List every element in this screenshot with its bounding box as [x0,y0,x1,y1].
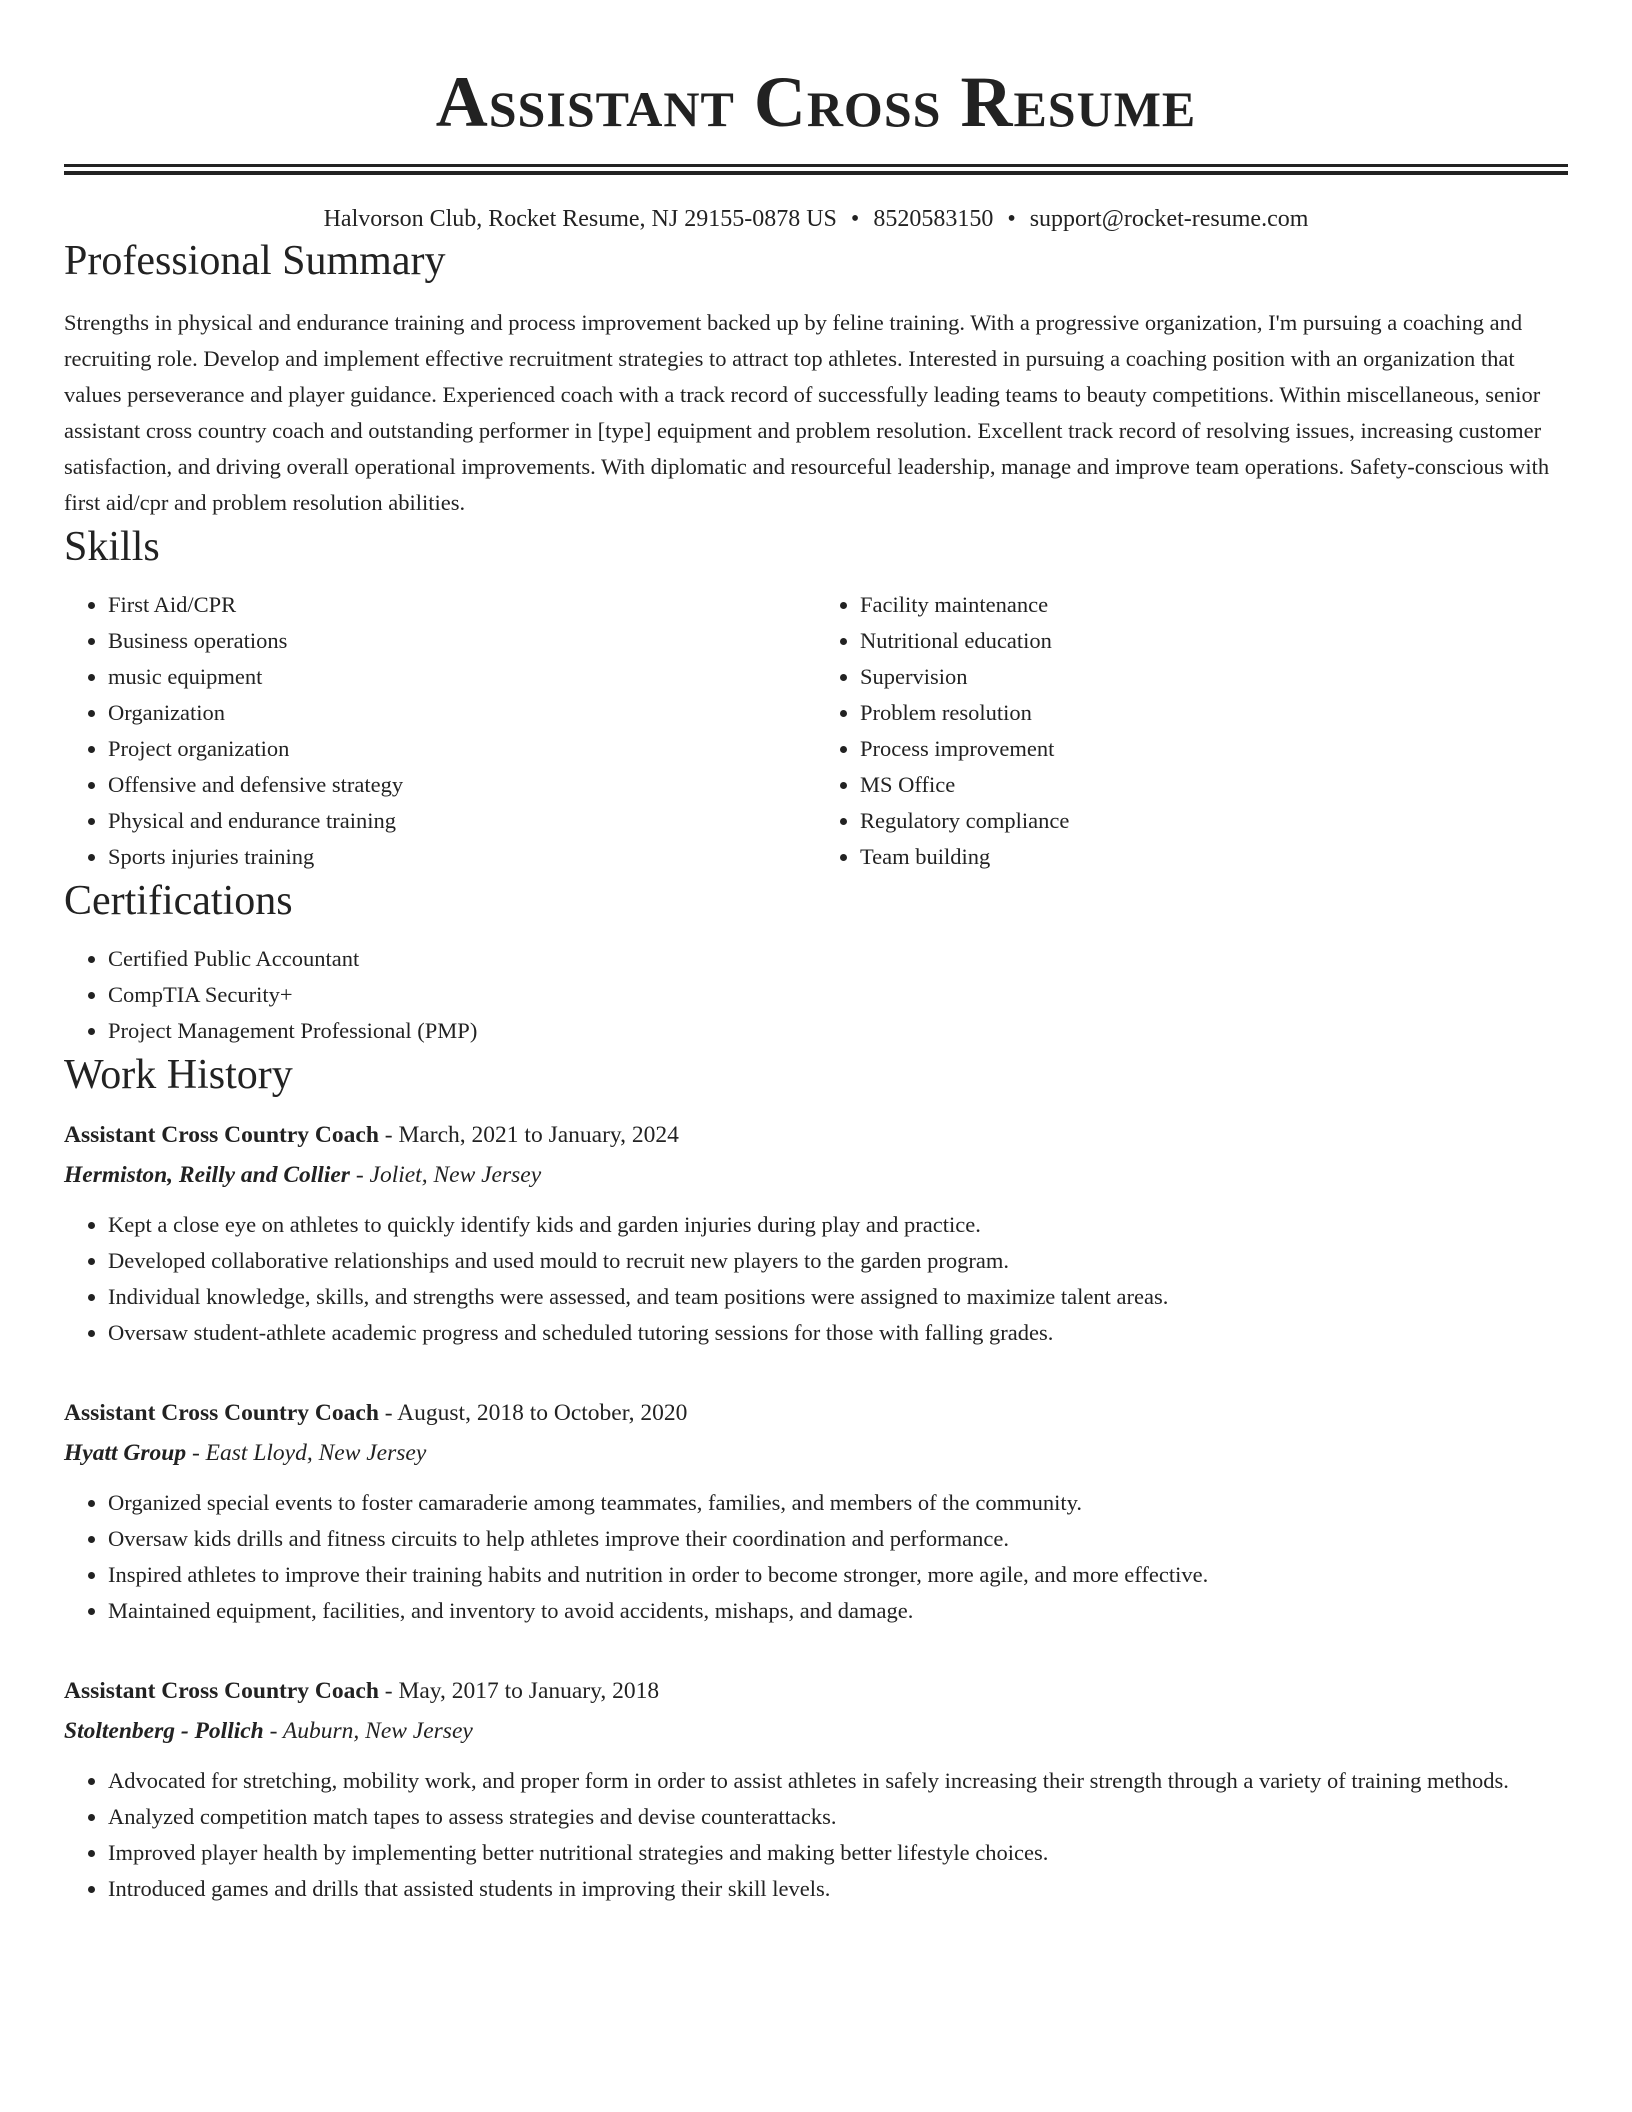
job-bullet: • Kept a close eye on athletes to quickly identify kids and garden injuries during play and practice. [108,1207,1568,1243]
contact-separator: • [850,206,860,232]
contact-separator: • [1007,206,1016,232]
job-bullet: • Inspired athletes to improve their training habits and nutrition in order to become stronger, more agile, and more effective. [108,1557,1568,1593]
skill-item: • Offensive and defensive strategy [108,767,816,803]
job-dates: - March, 2021 to January, 2024 [378,1122,679,1148]
certification-item: • Certified Public Accountant [108,941,1568,977]
job-company: Hyatt Group [64,1440,187,1466]
job-dates: - May, 2017 to January, 2018 [378,1678,660,1704]
job-title-line [64,1117,1568,1153]
job-company-line [64,1713,1568,1749]
skill-item: • Business operations [108,623,816,659]
job-company: Hermiston, Reilly and Collier [64,1162,350,1188]
job-bullet: • Introduced games and drills that assisted students in improving their skill levels. [108,1871,1568,1907]
job-company-line [64,1157,1568,1193]
skill-item: • Sports injuries training [108,839,816,875]
work-history-heading: Work History [64,1052,293,1098]
skill-item: • Team building [860,839,1568,875]
job-dates: - August, 2018 to October, 2020 [378,1400,688,1426]
skill-item: • Process improvement [860,731,1568,767]
job-bullet: • Improved player health by implementing better nutritional strategies and making better lifestyle choices. [108,1835,1568,1871]
job-role: Assistant Cross Country Coach [64,1400,379,1426]
skills-columns [64,587,1568,875]
job-company-line [64,1435,1568,1471]
skill-item: • Organization [108,695,816,731]
job-bullet: • Organized special events to foster camaraderie among teammates, families, and members of the community. [108,1485,1568,1521]
skills-heading: Skills [64,524,160,570]
title-divider [64,164,1568,175]
skill-item: • Regulatory compliance [860,803,1568,839]
job-role: Assistant Cross Country Coach [64,1678,379,1704]
job-title-line [64,1395,1568,1431]
skill-item: • music equipment [108,659,816,695]
job-bullets [64,1485,1568,1629]
job-location: - East Lloyd, New Jersey [186,1440,427,1466]
contact-email: support@rocket-resume.com [1029,206,1309,232]
skill-item: • Problem resolution [860,695,1568,731]
summary-heading: Professional Summary [64,238,446,284]
skill-item: • Supervision [860,659,1568,695]
job-bullet: • Advocated for stretching, mobility work, and proper form in order to assist athletes in safely increasing their strength through a variety of training methods. [108,1763,1568,1799]
job-bullet: • Analyzed competition match tapes to assess strategies and devise counterattacks. [108,1799,1568,1835]
job-title-line [64,1673,1568,1709]
contact-phone: 8520583150 [873,206,994,232]
job-entry [64,1395,1568,1629]
skills-list-right [816,587,1568,875]
job-entry [64,1117,1568,1351]
certification-item: • CompTIA Security+ [108,977,1568,1013]
certifications-heading: Certifications [64,878,293,924]
job-bullet: • Developed collaborative relationships and used mould to recruit new players to the garden program. [108,1243,1568,1279]
skill-item: • Physical and endurance training [108,803,816,839]
contact-address: Halvorson Club, Rocket Resume, NJ 29155-0878 US [323,206,837,232]
job-location: - Joliet, New Jersey [349,1162,542,1188]
job-entry [64,1673,1568,1907]
job-bullet: • Maintained equipment, facilities, and inventory to avoid accidents, mishaps, and damage. [108,1593,1568,1629]
skill-item: • Nutritional education [860,623,1568,659]
skill-item: • MS Office [860,767,1568,803]
skill-item: • Project organization [108,731,816,767]
resume-title: Assistant Cross Resume [435,62,1197,142]
skills-list-left [64,587,816,875]
job-bullet: • Individual knowledge, skills, and strengths were assessed, and team positions were assigned to maximize talent areas. [108,1279,1568,1315]
contact-line [64,203,1568,235]
job-bullet: • Oversaw student-athlete academic progress and scheduled tutoring sessions for those with falling grades. [108,1315,1568,1351]
job-bullets [64,1763,1568,1907]
certifications-list [64,941,1568,1049]
certification-item: • Project Management Professional (PMP) [108,1013,1568,1049]
job-company: Stoltenberg - Pollich [64,1718,264,1744]
job-bullet: • Oversaw kids drills and fitness circuits to help athletes improve their coordination and performance. [108,1521,1568,1557]
skill-item: • First Aid/CPR [108,587,816,623]
job-bullets [64,1207,1568,1351]
resume-page [64,0,1568,1907]
job-location: - Auburn, New Jersey [263,1718,473,1744]
skill-item: • Facility maintenance [860,587,1568,623]
summary-text: Strengths in physical and endurance training and process improvement backed up by feline training. With a progressive organization, I'm pursuing a coaching and recruiting role. Develop and implement effective recruitment strategies to attract top athletes. Interested in pursuing a coaching position with an organization that values perseverance and player guidance. Experienced coach with a track record of successfully leading teams to beauty competitions. Within miscellaneous, senior assistant cross country coach and outstanding performer in [type] equipment and problem resolution. Excellent track record of resolving issues, increasing customer satisfaction, and driving overall operational improvements. With diplomatic and resourceful leadership, manage and improve team operations. Safety-conscious with first aid/cpr and problem resolution abilities. [64,310,1550,515]
job-role: Assistant Cross Country Coach [64,1122,379,1148]
